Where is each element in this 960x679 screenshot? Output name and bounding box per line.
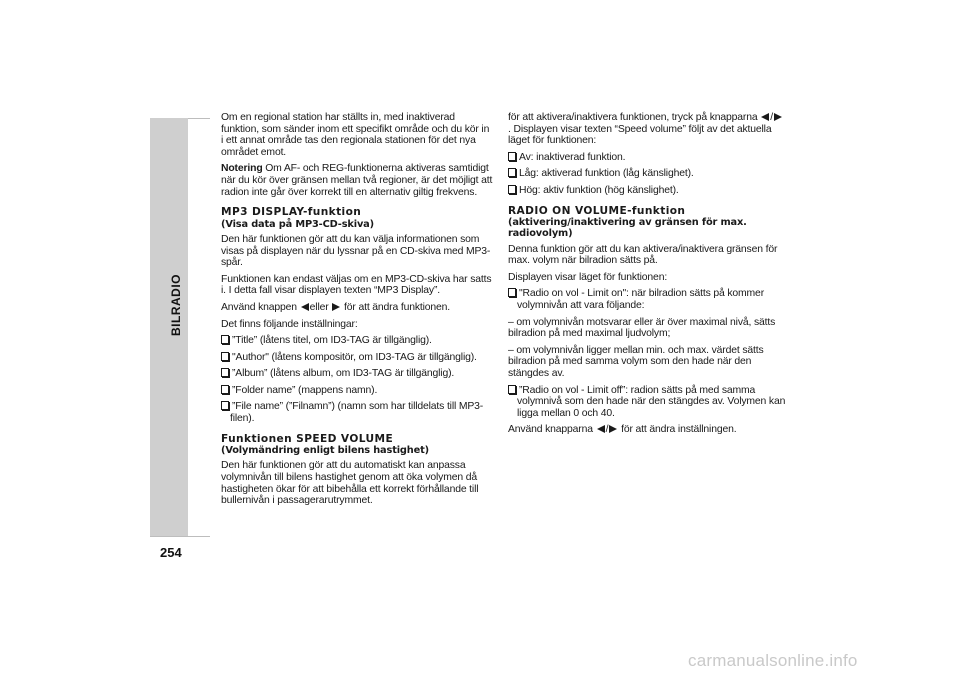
- right-arrow-icon: [609, 425, 617, 433]
- radio-on-paragraph-end: Använd knapparna / för att ändra inställningen.: [508, 424, 737, 436]
- right-column: [508, 112, 786, 441]
- speed-volume-continued: för att aktivera/inaktivera funktionen, tryck på knapparna / . Displayen visar texten “Speed volume” följt av det aktuella läget för funktionen:: [508, 112, 786, 147]
- radio-on-paragraph-1: Denna funktion gör att du kan aktivera/inaktivera gränsen för max. volym när bilradion sätts på.: [508, 243, 778, 267]
- note-label: Notering: [221, 163, 263, 175]
- right-arrow-icon: [774, 113, 782, 121]
- mp3-paragraph-3: [221, 302, 493, 314]
- radio-on-options-list: [508, 288, 786, 311]
- checkbox-bullet-icon: [508, 288, 516, 297]
- list-item: "Radio on vol - Limit on": när bilradion sätts på kommer volymnivån att vara följande:: [508, 288, 786, 311]
- list-item: ”Title” (låtens titel, om ID3-TAG är tillgänglig).: [221, 335, 493, 347]
- radio-on-paragraph-2: Displayen visar läget för funktionen:: [508, 271, 668, 283]
- left-arrow-icon: [301, 303, 309, 311]
- speed-volume-heading: Funktionen SPEED VOLUME: [221, 432, 394, 445]
- checkbox-bullet-icon: [508, 152, 516, 161]
- mp3-display-subheading: (Visa data på MP3-CD-skiva): [221, 218, 374, 230]
- mp3-options-list: [221, 335, 493, 425]
- list-item: Hög: aktiv funktion (hög känslighet).: [508, 185, 786, 197]
- list-item: ”Radio on vol - Limit off”: radion sätts på med samma volymnivå som den hade när den stängdes av. Volymen kan ligga mellan 0 och 40.: [508, 385, 786, 420]
- mp3-paragraph-1: Den här funktionen gör att du kan välja informationen som visas på displayen när du lyssnar på en CD-skiva med MP3-spår.: [221, 233, 491, 269]
- radio-on-dash-2: – om volymnivån ligger mellan min. och max. värdet sätts bilradion på med samma volym som den hade när den stängdes av.: [508, 344, 764, 379]
- right-arrow-icon: [332, 303, 340, 311]
- mp3-p3-text: Använd knappen: [221, 301, 297, 313]
- left-arrow-icon: [597, 425, 605, 433]
- mp3-p3-or: eller: [309, 301, 329, 313]
- checkbox-bullet-icon: [221, 401, 229, 410]
- radio-on-dash-1: – om volymnivån motsvarar eller är över maximal nivå, sätts bilradion på med maximal ljudvolym;: [508, 316, 776, 340]
- mp3-display-heading: MP3 DISPLAY-funktion: [221, 206, 362, 219]
- left-column: [221, 112, 493, 512]
- mp3-p3-end: för att ändra funktionen.: [344, 301, 451, 313]
- divider: [188, 118, 210, 119]
- checkbox-bullet-icon: [508, 168, 516, 177]
- list-item: ”Folder name” (mappens namn).: [221, 385, 493, 397]
- checkbox-bullet-icon: [508, 185, 516, 194]
- checkbox-bullet-icon: [221, 368, 229, 377]
- list-item: "Author" (låtens kompositör, om ID3-TAG är tillgänglig).: [221, 352, 493, 364]
- note-text: Om AF- och REG-funktionerna aktiveras samtidigt när du kör över gränsen mellan två regioner, är det möjligt att radion inte går över korrekt till en alternativ giltig frekvens.: [221, 163, 493, 198]
- speed-volume-paragraph: Den här funktionen gör att du automatiskt kan anpassa volymnivån till bilens hastighet genom att öka volymen då hastigheten ökar för att bibehålla ett korrekt förhållande till bullernivån i passagerarutrymmet.: [221, 460, 479, 507]
- list-item: ”File name” (”Filnamn”) (namn som har tilldelats till MP3-filen).: [221, 401, 493, 424]
- mp3-paragraph-4: Det finns följande inställningar:: [221, 318, 358, 330]
- page-number: 254: [160, 545, 182, 560]
- checkbox-bullet-icon: [221, 335, 229, 344]
- checkbox-bullet-icon: [221, 385, 229, 394]
- mp3-paragraph-2: Funktionen kan endast väljas om en MP3-CD-skiva har satts i. I detta fall visar displayen texten “MP3 Display”.: [221, 273, 492, 297]
- intro-paragraph: Om en regional station har ställts in, med inaktiverad funktion, som sänder inom ett specifikt område och du kör in i ett annat område tas den regionala stationen för det nya området emot.: [221, 112, 490, 158]
- checkbox-bullet-icon: [508, 385, 516, 394]
- radio-on-volume-heading: RADIO ON VOLUME-funktion: [508, 204, 686, 217]
- section-label: BILRADIO: [169, 274, 183, 336]
- divider: [150, 536, 210, 537]
- radio-on-options-list-2: [508, 385, 786, 420]
- list-item: ”Album” (låtens album, om ID3-TAG är tillgänglig).: [221, 368, 493, 380]
- list-item: Låg: aktiverad funktion (låg känslighet).: [508, 168, 786, 180]
- checkbox-bullet-icon: [221, 352, 229, 361]
- note-paragraph: [221, 163, 493, 198]
- radio-on-volume-subheading: (aktivering/inaktivering av gränsen för max. radiovolym): [508, 217, 747, 240]
- speed-volume-subheading: (Volymändring enligt bilens hastighet): [221, 445, 429, 457]
- list-item: Av: inaktiverad funktion.: [508, 152, 786, 164]
- watermark: carmanualsonline.info: [688, 651, 858, 670]
- left-arrow-icon: [761, 113, 769, 121]
- speed-volume-options-list: [508, 152, 786, 197]
